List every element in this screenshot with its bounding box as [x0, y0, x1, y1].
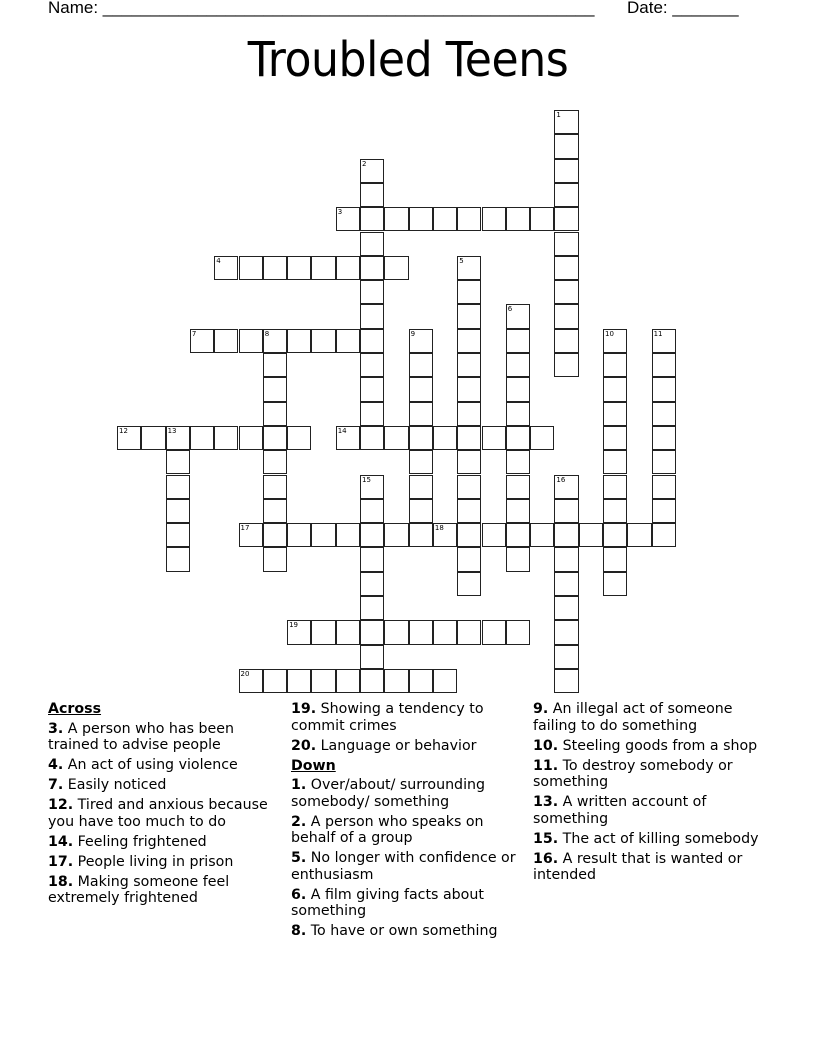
crossword-cell[interactable]	[603, 353, 627, 377]
crossword-cell[interactable]	[506, 402, 530, 426]
crossword-cell[interactable]	[360, 304, 384, 328]
crossword-cell[interactable]	[457, 377, 481, 401]
clue-down-1	[291, 777, 526, 810]
clue-text: To destroy somebody or something	[533, 757, 733, 790]
clue-number-label: 16	[556, 475, 566, 484]
clues-column-3	[533, 701, 768, 887]
crossword-cell[interactable]	[360, 547, 384, 571]
crossword-cell[interactable]	[384, 207, 408, 231]
crossword-cell[interactable]	[409, 402, 433, 426]
clue-down-8	[291, 923, 526, 940]
crossword-cell[interactable]	[360, 256, 384, 280]
clue-text: Showing a tendency to commit crimes	[291, 701, 484, 734]
crossword-cell[interactable]	[166, 523, 190, 547]
crossword-cell[interactable]	[336, 256, 360, 280]
crossword-cell[interactable]	[530, 207, 554, 231]
crossword-cell[interactable]	[554, 232, 578, 256]
clue-text: A result that is wanted or intended	[533, 850, 743, 883]
clue-number-label: 15	[362, 475, 371, 484]
crossword-cell[interactable]	[384, 523, 408, 547]
clue-text: Feeling frightened	[77, 833, 207, 850]
crossword-cell[interactable]	[457, 547, 481, 571]
crossword-cell[interactable]	[263, 353, 287, 377]
crossword-cell[interactable]	[214, 426, 238, 450]
crossword-cell[interactable]	[457, 353, 481, 377]
crossword-cell[interactable]	[530, 426, 554, 450]
clue-down-11	[533, 758, 768, 791]
clue-text: Easily noticed	[67, 777, 167, 793]
clue-number: 5.	[291, 850, 307, 866]
clue-number: 14.	[48, 833, 74, 850]
clue-number-label: 5	[459, 256, 464, 265]
crossword-cell[interactable]	[603, 426, 627, 450]
clue-number-label: 9	[410, 329, 416, 338]
crossword-cell[interactable]	[263, 499, 287, 523]
crossword-cell[interactable]	[554, 256, 578, 280]
clue-number-label: 10	[605, 329, 614, 338]
clue-down-13	[533, 794, 768, 827]
crossword-cell[interactable]	[457, 450, 481, 474]
crossword-cell[interactable]	[554, 596, 578, 620]
clue-down-6	[291, 887, 526, 920]
crossword-cell[interactable]	[263, 450, 287, 474]
clue-number: 6.	[291, 886, 307, 903]
clue-number-label: 4	[216, 256, 221, 265]
clue-across-4	[48, 757, 283, 774]
crossword-cell[interactable]	[603, 523, 627, 547]
clue-number: 15.	[533, 830, 559, 847]
clue-down-5	[291, 850, 526, 883]
crossword-cell[interactable]	[384, 669, 408, 693]
crossword-cell[interactable]	[554, 280, 578, 304]
crossword-cell[interactable]	[336, 426, 360, 450]
crossword-cell[interactable]	[457, 402, 481, 426]
crossword-cell[interactable]	[141, 426, 165, 450]
clue-across-7	[48, 777, 283, 794]
crossword-cell[interactable]	[360, 353, 384, 377]
clue-number-label: 20	[240, 669, 250, 678]
clue-number: 20.	[291, 737, 317, 754]
crossword-cell[interactable]	[554, 669, 578, 693]
crossword-cell[interactable]	[506, 329, 530, 353]
crossword-cell[interactable]	[409, 329, 433, 353]
crossword-cell[interactable]	[360, 280, 384, 304]
crossword-cell[interactable]	[239, 426, 263, 450]
crossword-cell[interactable]	[336, 620, 360, 644]
crossword-cell[interactable]	[652, 329, 676, 353]
crossword-cell[interactable]	[554, 159, 578, 183]
crossword-cell[interactable]	[603, 329, 627, 353]
crossword-cell[interactable]	[652, 475, 676, 499]
crossword-cell[interactable]	[263, 256, 287, 280]
crossword-cell[interactable]	[360, 426, 384, 450]
clue-number-label: 1	[556, 111, 561, 119]
crossword-cell[interactable]	[239, 523, 263, 547]
crossword-cell[interactable]	[287, 426, 311, 450]
clue-text: A person who has been trained to advise people	[48, 720, 234, 753]
date-field-label: Date: _______	[627, 0, 739, 17]
clue-down-10	[533, 738, 768, 755]
crossword-cell[interactable]	[554, 499, 578, 523]
crossword-cell[interactable]	[263, 547, 287, 571]
clue-across-12	[48, 797, 283, 830]
crossword-cell[interactable]	[287, 620, 311, 644]
crossword-cell[interactable]	[652, 402, 676, 426]
crossword-cell[interactable]	[457, 256, 481, 280]
crossword-cell[interactable]	[166, 450, 190, 474]
crossword-cell[interactable]	[652, 353, 676, 377]
clue-text: The act of killing somebody	[562, 830, 759, 847]
crossword-cell[interactable]	[409, 377, 433, 401]
crossword-cell[interactable]	[360, 402, 384, 426]
crossword-cell[interactable]	[482, 523, 506, 547]
clue-number: 4.	[48, 757, 64, 773]
name-field-label: Name: ____________________________________________________	[48, 0, 595, 17]
clue-down-15	[533, 831, 768, 848]
crossword-cell[interactable]	[384, 620, 408, 644]
crossword-cell[interactable]	[652, 377, 676, 401]
down-heading: Down	[291, 757, 336, 774]
clue-number-label: 17	[240, 524, 250, 533]
crossword-cell[interactable]	[409, 620, 433, 644]
clues-column-2	[291, 701, 526, 943]
crossword-cell[interactable]	[360, 159, 384, 183]
crossword-cell[interactable]	[603, 377, 627, 401]
clue-number: 1.	[291, 777, 307, 793]
crossword-cell[interactable]	[409, 669, 433, 693]
crossword-cell[interactable]	[433, 620, 457, 644]
clue-across-19	[291, 701, 526, 734]
clue-number: 17.	[48, 853, 74, 870]
crossword-cell[interactable]	[239, 669, 263, 693]
clue-text: Steeling goods from a shop	[562, 737, 758, 754]
clue-across-20	[291, 738, 526, 755]
crossword-cell[interactable]	[360, 499, 384, 523]
crossword-cell[interactable]	[457, 523, 481, 547]
crossword-cell[interactable]	[384, 256, 408, 280]
crossword-cell[interactable]	[433, 207, 457, 231]
clue-number: 2.	[291, 813, 307, 830]
crossword-cell[interactable]	[554, 353, 578, 377]
clue-number: 3.	[48, 720, 64, 737]
crossword-cell[interactable]	[506, 523, 530, 547]
crossword-cell[interactable]	[554, 329, 578, 353]
crossword-cell[interactable]	[506, 475, 530, 499]
crossword-cell[interactable]	[239, 256, 263, 280]
crossword-cell[interactable]	[603, 547, 627, 571]
crossword-cell[interactable]	[603, 499, 627, 523]
crossword-cell[interactable]	[627, 523, 651, 547]
crossword-cell[interactable]	[360, 669, 384, 693]
crossword-cell[interactable]	[409, 450, 433, 474]
crossword-cell[interactable]	[263, 475, 287, 499]
crossword-cell[interactable]	[457, 207, 481, 231]
clue-number-label: 3	[337, 208, 343, 217]
clue-text: Making someone feel extremely frightened	[48, 873, 230, 906]
crossword-cell[interactable]	[263, 402, 287, 426]
crossword-cell[interactable]	[409, 499, 433, 523]
crossword-cell[interactable]	[603, 572, 627, 596]
clue-text: A film giving facts about something	[291, 886, 484, 919]
crossword-cell[interactable]	[263, 377, 287, 401]
crossword-cell[interactable]	[482, 207, 506, 231]
crossword-cell[interactable]	[214, 256, 238, 280]
clue-number: 16.	[533, 850, 559, 867]
across-heading: Across	[48, 701, 102, 717]
crossword-cell[interactable]	[360, 475, 384, 499]
clue-text: Over/about/ surrounding somebody/ something	[291, 777, 486, 810]
clue-text: To have or own something	[310, 923, 498, 939]
crossword-cell[interactable]	[360, 183, 384, 207]
crossword-cell[interactable]	[166, 475, 190, 499]
crossword-cell[interactable]	[506, 547, 530, 571]
crossword-cell[interactable]	[554, 304, 578, 328]
crossword-cell[interactable]	[287, 329, 311, 353]
crossword-cell[interactable]	[652, 450, 676, 474]
crossword-cell[interactable]	[263, 426, 287, 450]
clue-number-label: 7	[191, 329, 197, 338]
crossword-cell[interactable]	[311, 256, 335, 280]
crossword-cell[interactable]	[409, 475, 433, 499]
crossword-cell[interactable]	[360, 620, 384, 644]
crossword-cell[interactable]	[554, 475, 578, 499]
crossword-cell[interactable]	[457, 620, 481, 644]
clue-number: 9.	[533, 701, 549, 717]
clue-number-label: 11	[653, 329, 663, 338]
crossword-cell[interactable]	[409, 353, 433, 377]
crossword-cell[interactable]	[652, 426, 676, 450]
crossword-cell[interactable]	[287, 669, 311, 693]
clue-number-label: 18	[434, 524, 444, 533]
crossword-cell[interactable]	[554, 134, 578, 158]
clue-text: No longer with confidence or enthusiasm	[291, 850, 516, 883]
crossword-cell[interactable]	[554, 523, 578, 547]
crossword-cell[interactable]	[457, 426, 481, 450]
crossword-cell[interactable]	[506, 353, 530, 377]
crossword-cell[interactable]	[311, 669, 335, 693]
crossword-cell[interactable]	[409, 523, 433, 547]
crossword-cell[interactable]	[239, 329, 263, 353]
clue-number-label: 19	[289, 621, 299, 630]
crossword-cell[interactable]	[360, 572, 384, 596]
crossword-cell[interactable]	[360, 596, 384, 620]
crossword-cell[interactable]	[482, 426, 506, 450]
clue-number: 11.	[533, 757, 559, 774]
crossword-cell[interactable]	[457, 475, 481, 499]
crossword-cell[interactable]	[482, 620, 506, 644]
crossword-cell[interactable]	[603, 450, 627, 474]
crossword-cell[interactable]	[433, 523, 457, 547]
clue-text: Tired and anxious because you have too much to do	[48, 797, 268, 830]
crossword-cell[interactable]	[554, 645, 578, 669]
crossword-cell[interactable]	[360, 232, 384, 256]
clue-across-18	[48, 874, 283, 907]
crossword-cell[interactable]	[554, 620, 578, 644]
crossword-cell[interactable]	[409, 207, 433, 231]
clue-text: A written account of something	[533, 794, 707, 827]
crossword-cell[interactable]	[336, 669, 360, 693]
crossword-cell[interactable]	[457, 304, 481, 328]
crossword-cell[interactable]	[506, 499, 530, 523]
crossword-cell[interactable]	[311, 620, 335, 644]
clue-down-2	[291, 814, 526, 847]
crossword-grid	[117, 110, 701, 700]
clue-number: 19.	[291, 701, 317, 717]
clue-text: An illegal act of someone failing to do something	[533, 701, 733, 734]
crossword-cell[interactable]	[190, 329, 214, 353]
crossword-cell[interactable]	[360, 329, 384, 353]
crossword-cell[interactable]	[554, 110, 578, 134]
crossword-cell[interactable]	[287, 256, 311, 280]
crossword-cell[interactable]	[311, 523, 335, 547]
crossword-cell[interactable]	[166, 499, 190, 523]
crossword-cell[interactable]	[506, 450, 530, 474]
crossword-cell[interactable]	[506, 620, 530, 644]
clue-text: An act of using violence	[67, 757, 238, 773]
clue-number: 10.	[533, 737, 559, 754]
crossword-cell[interactable]	[263, 669, 287, 693]
crossword-cell[interactable]	[457, 280, 481, 304]
crossword-cell[interactable]	[384, 426, 408, 450]
crossword-cell[interactable]	[554, 572, 578, 596]
crossword-cell[interactable]	[506, 207, 530, 231]
crossword-cell[interactable]	[336, 207, 360, 231]
clue-number: 8.	[291, 923, 307, 939]
crossword-cell[interactable]	[652, 523, 676, 547]
crossword-cell[interactable]	[360, 645, 384, 669]
crossword-cell[interactable]	[360, 523, 384, 547]
crossword-cell[interactable]	[263, 523, 287, 547]
crossword-cell[interactable]	[336, 329, 360, 353]
clue-number-label: 6	[507, 305, 513, 314]
crossword-cell[interactable]	[360, 377, 384, 401]
clue-text: A person who speaks on behalf of a group	[291, 813, 484, 846]
crossword-cell[interactable]	[190, 426, 214, 450]
clue-down-9	[533, 701, 768, 734]
crossword-cell[interactable]	[287, 523, 311, 547]
clues-column-1	[48, 701, 283, 910]
crossword-cell[interactable]	[166, 426, 190, 450]
crossword-cell[interactable]	[506, 426, 530, 450]
clue-text: People living in prison	[77, 853, 234, 870]
clue-text: Language or behavior	[320, 737, 477, 754]
clue-across-17	[48, 854, 283, 871]
clue-down-16	[533, 851, 768, 884]
crossword-cell[interactable]	[457, 499, 481, 523]
clue-number-label: 2	[362, 159, 367, 168]
crossword-cell[interactable]	[457, 329, 481, 353]
clue-across-14	[48, 834, 283, 851]
crossword-cell[interactable]	[214, 329, 238, 353]
clue-number: 18.	[48, 873, 74, 890]
crossword-cell[interactable]	[457, 572, 481, 596]
crossword-cell[interactable]	[336, 523, 360, 547]
crossword-cell[interactable]	[554, 547, 578, 571]
crossword-cell[interactable]	[506, 377, 530, 401]
clue-number: 7.	[48, 777, 64, 793]
clue-number-label: 12	[119, 426, 128, 435]
clue-number-label: 8	[264, 329, 270, 338]
crossword-cell[interactable]	[603, 402, 627, 426]
clue-number: 13.	[533, 794, 559, 810]
clue-number-label: 14	[337, 426, 347, 435]
clue-number-label: 13	[167, 426, 177, 435]
crossword-cell[interactable]	[311, 329, 335, 353]
crossword-cell[interactable]	[579, 523, 603, 547]
crossword-cell[interactable]	[530, 523, 554, 547]
crossword-cell[interactable]	[117, 426, 141, 450]
crossword-cell[interactable]	[360, 207, 384, 231]
crossword-cell[interactable]	[433, 669, 457, 693]
crossword-cell[interactable]	[263, 329, 287, 353]
crossword-cell[interactable]	[409, 426, 433, 450]
crossword-cell[interactable]	[603, 475, 627, 499]
crossword-cell[interactable]	[506, 304, 530, 328]
page-title: Troubled Teens	[247, 32, 569, 88]
crossword-cell[interactable]	[554, 183, 578, 207]
crossword-cell[interactable]	[554, 207, 578, 231]
clue-across-3	[48, 721, 283, 754]
crossword-cell[interactable]	[166, 547, 190, 571]
crossword-cell[interactable]	[652, 499, 676, 523]
clue-number: 12.	[48, 797, 74, 813]
crossword-cell[interactable]	[433, 426, 457, 450]
